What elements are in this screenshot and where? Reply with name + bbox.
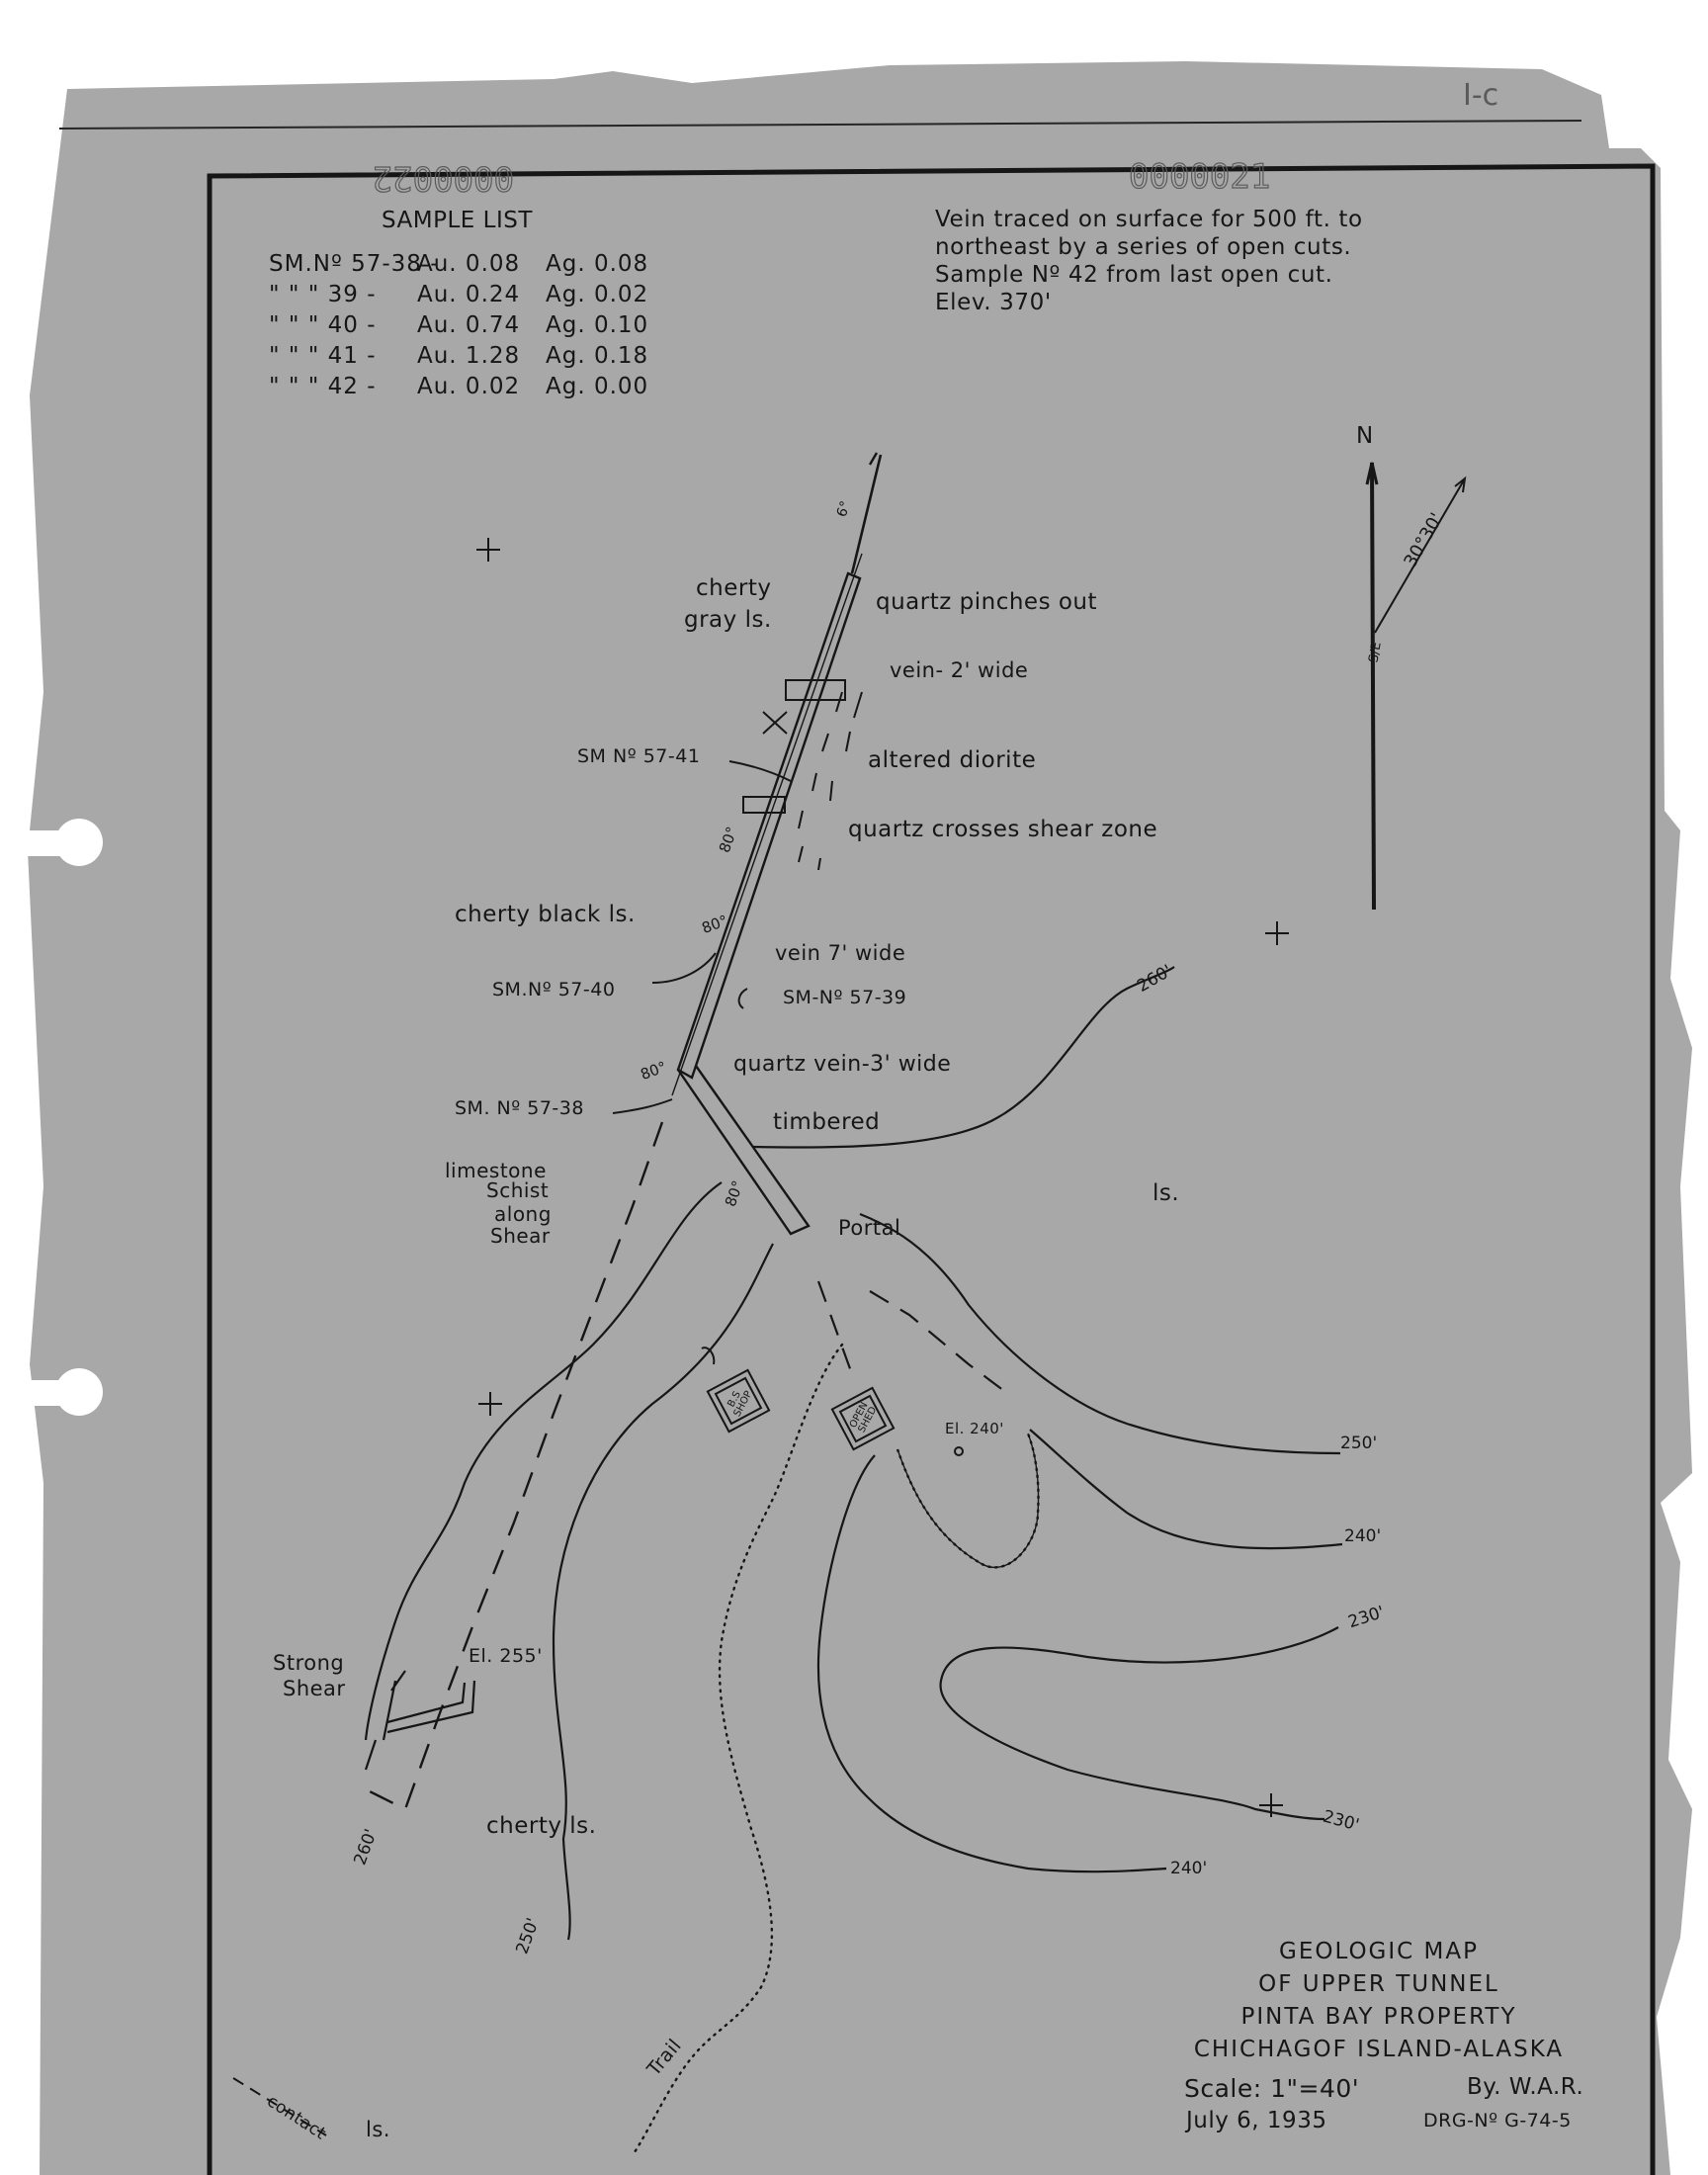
label-vein-7ft: vein 7' wide <box>775 941 906 965</box>
sample-id: SM.Nº 57-38 - <box>269 251 440 277</box>
bearing-label: 30°30' <box>1400 509 1448 571</box>
map-author: By. W.A.R. <box>1467 2074 1584 2100</box>
label-quartz-pinches-out: quartz pinches out <box>876 589 1098 615</box>
label-along: along <box>494 1202 552 1226</box>
vein-note-line: northeast by a series of open cuts. <box>935 234 1352 260</box>
punch-slot-upper <box>0 830 79 856</box>
dip-label: 80° <box>638 1058 669 1085</box>
contour-label: 230' <box>1321 1806 1362 1836</box>
label-ls-east: ls. <box>1153 1180 1180 1206</box>
label-gray-ls: gray ls. <box>684 607 772 633</box>
contour-label: 250' <box>512 1915 544 1958</box>
punch-slot-lower <box>0 1380 79 1406</box>
contour-label: 230' <box>1345 1602 1388 1633</box>
sample-ag: Ag. 0.08 <box>546 251 649 277</box>
sample-id: " " " 40 - <box>269 312 377 338</box>
title-line: PINTA BAY PROPERTY <box>1240 2004 1517 2030</box>
sample-au: Au. 0.24 <box>417 282 521 307</box>
dip-label: 80° <box>699 912 730 938</box>
label-schist: Schist <box>486 1178 550 1202</box>
north-label: N <box>1356 423 1374 449</box>
sample-list-table <box>269 249 654 402</box>
title-line: GEOLOGIC MAP <box>1279 1939 1479 1964</box>
stamp-number-right: 0000021 <box>1129 157 1271 197</box>
map-scale: Scale: 1"=40' <box>1184 2074 1360 2103</box>
sample-ag: Ag. 0.02 <box>546 282 649 307</box>
sample-row <box>269 249 654 280</box>
sample-ag: Ag. 0.18 <box>546 343 649 369</box>
label-strong-shear: Shear <box>283 1677 346 1700</box>
sheet-number: I-c <box>1463 78 1499 113</box>
label-strong: Strong <box>273 1651 345 1675</box>
sample-au: Au. 1.28 <box>417 343 521 369</box>
vein-note-line: Vein traced on surface for 500 ft. to <box>935 207 1363 232</box>
title-line: CHICHAGOF ISLAND-ALASKA <box>1193 2037 1565 2062</box>
dip-label: 6° <box>833 498 855 520</box>
drawing-number: DRG-Nº G-74-5 <box>1423 2110 1572 2132</box>
vein-note <box>935 206 1363 316</box>
sample-au: Au. 0.02 <box>417 374 521 399</box>
sample-id: " " " 42 - <box>269 374 377 399</box>
sample-ag: Ag. 0.10 <box>546 312 649 338</box>
stamp-number-left: 0000022 <box>372 158 514 198</box>
label-ls-bottom: ls. <box>366 2118 390 2141</box>
label-quartz-crosses-shear: quartz crosses shear zone <box>848 817 1158 842</box>
contour-label: 250' <box>1340 1434 1378 1453</box>
sample-row <box>269 372 654 402</box>
label-sm-57-40: SM.Nº 57-40 <box>492 979 616 1000</box>
contour-label: 260' <box>350 1826 382 1869</box>
label-cherty: cherty <box>696 575 772 601</box>
north-arrow-small-label: S/E <box>1366 641 1385 664</box>
label-sm-57-39: SM-Nº 57-39 <box>783 987 907 1008</box>
sample-list-title: SAMPLE LIST <box>382 208 533 233</box>
sample-ag: Ag. 0.00 <box>546 374 649 399</box>
sample-row <box>269 280 654 310</box>
label-cherty-black-ls: cherty black ls. <box>455 902 636 927</box>
label-timbered: timbered <box>773 1109 881 1135</box>
label-el-255: El. 255' <box>469 1645 543 1667</box>
label-vein-2ft: vein- 2' wide <box>890 658 1029 682</box>
title-line: OF UPPER TUNNEL <box>1258 1971 1499 1997</box>
label-bs-shop: B.S SHOP <box>726 1389 755 1419</box>
vein-note-line: Elev. 370' <box>935 290 1052 315</box>
sample-id: " " " 39 - <box>269 282 377 307</box>
contour-label: 240' <box>1344 1526 1382 1546</box>
label-quartz-vein-3ft: quartz vein-3' wide <box>733 1052 952 1077</box>
label-trail: Trail <box>642 2035 686 2081</box>
sample-au: Au. 0.08 <box>417 251 521 277</box>
dip-label: 80° <box>721 1177 747 1209</box>
label-sm-57-41: SM Nº 57-41 <box>577 745 701 767</box>
label-shear: Shear <box>490 1224 551 1248</box>
label-sm-57-38: SM. Nº 57-38 <box>455 1097 584 1119</box>
map-date: July 6, 1935 <box>1186 2108 1327 2133</box>
label-limestone: limestone <box>445 1159 547 1182</box>
contour-label: 240' <box>1170 1859 1208 1878</box>
vein-note-line: Sample Nº 42 from last open cut. <box>935 262 1333 288</box>
label-portal: Portal <box>838 1216 901 1240</box>
sample-au: Au. 0.74 <box>417 312 521 338</box>
sample-row <box>269 310 654 341</box>
label-altered-diorite: altered diorite <box>868 747 1037 773</box>
label-cherty-ls: cherty ls. <box>486 1813 597 1839</box>
title-block <box>1181 1936 1577 2066</box>
label-el-240: El. 240' <box>945 1420 1004 1437</box>
dip-label: 80° <box>715 824 741 855</box>
contour-label: 260' <box>1134 961 1176 998</box>
sample-row <box>269 341 654 372</box>
label-contact: contact <box>263 2091 330 2144</box>
label-open-shed: OPEN SHED <box>847 1400 880 1436</box>
sample-id: " " " 41 - <box>269 343 377 369</box>
